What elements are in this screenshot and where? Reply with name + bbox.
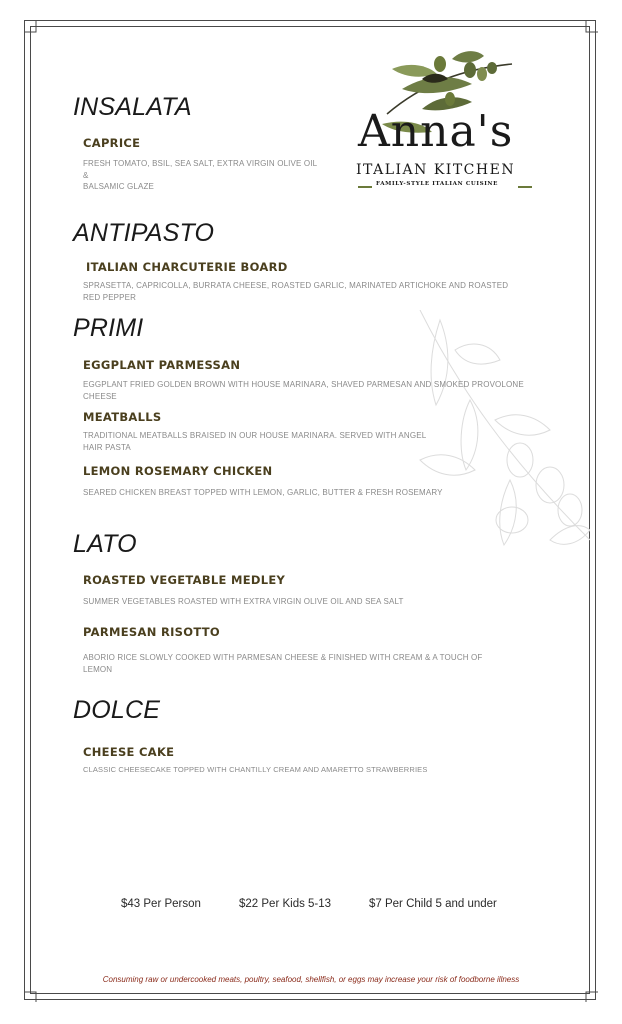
item-desc-meatballs bbox=[83, 430, 483, 453]
section-title-lato: LATO bbox=[73, 530, 137, 558]
item-name-vegetable-medley: ROASTED VEGETABLE MEDLEY bbox=[83, 573, 286, 587]
item-desc-caprice bbox=[83, 158, 323, 193]
price-child: $7 Per Child 5 and under bbox=[369, 898, 497, 910]
item-desc-risotto bbox=[83, 652, 533, 675]
item-desc-lemon-chicken bbox=[83, 487, 503, 499]
item-desc-cheese-cake bbox=[83, 764, 503, 776]
restaurant-name: Anna's bbox=[358, 106, 514, 157]
desc-line: HAIR PASTA bbox=[83, 442, 131, 452]
item-name-lemon-chicken: LEMON ROSEMARY CHICKEN bbox=[83, 464, 273, 478]
item-name-cheese-cake: CHEESE CAKE bbox=[83, 745, 175, 759]
item-desc-vegetable-medley bbox=[83, 596, 483, 608]
desc-line: CHEESE bbox=[83, 391, 117, 401]
item-name-caprice: CAPRICE bbox=[83, 136, 141, 150]
item-name-risotto: PARMESAN RISOTTO bbox=[83, 625, 220, 639]
desc-line: ABORIO RICE SLOWLY COOKED WITH PARMESAN CHEESE & FINISHED WITH CREAM & A TOUCH OF bbox=[83, 653, 483, 662]
tagline-rule-right bbox=[518, 186, 532, 188]
desc-line: SUMMER VEGETABLES ROASTED WITH EXTRA VIRGIN OLIVE OIL AND SEA SALT bbox=[83, 597, 404, 606]
section-title-primi: PRIMI bbox=[73, 314, 144, 342]
food-safety-disclaimer: Consuming raw or undercooked meats, poultry, seafood, shellfish, or eggs may increase your risk of foodborne illness bbox=[102, 975, 520, 984]
price-kids: $22 Per Kids 5-13 bbox=[239, 898, 332, 910]
item-name-eggplant: EGGPLANT PARMESSAN bbox=[83, 358, 241, 372]
desc-line: SPRASETTA, CAPRICOLLA, BURRATA CHEESE, ROASTED GARLIC, MARINATED ARTICHOKE AND ROASTED bbox=[83, 281, 509, 290]
desc-line: SEARED CHICKEN BREAST TOPPED WITH LEMON, GARLIC, BUTTER & FRESH ROSEMARY bbox=[83, 488, 443, 497]
section-title-insalata: INSALATA bbox=[73, 93, 192, 121]
desc-line: TRADITIONAL MEATBALLS BRAISED IN OUR HOUSE MARINARA. SERVED WITH ANGEL bbox=[83, 431, 427, 440]
item-desc-eggplant bbox=[83, 379, 563, 402]
desc-line: RED PEPPER bbox=[83, 292, 137, 302]
tagline-rule-left bbox=[358, 186, 372, 188]
item-name-meatballs: MEATBALLS bbox=[83, 410, 162, 424]
restaurant-subtitle: ITALIAN KITCHEN bbox=[356, 162, 516, 178]
desc-line: EGGPLANT FRIED GOLDEN BROWN WITH HOUSE MARINARA, SHAVED PARMESAN AND SMOKED PROVOLONE bbox=[83, 380, 524, 389]
item-name-charcuterie: ITALIAN CHARCUTERIE BOARD bbox=[86, 260, 288, 274]
section-title-antipasto: ANTIPASTO bbox=[73, 219, 215, 247]
section-title-dolce: DOLCE bbox=[73, 696, 161, 724]
desc-line: LEMON bbox=[83, 664, 113, 674]
desc-line: FRESH TOMATO, BSIL, SEA SALT, EXTRA VIRGIN OLIVE OIL & bbox=[83, 159, 317, 180]
item-desc-charcuterie bbox=[83, 280, 543, 303]
restaurant-tagline: FAMILY-STYLE ITALIAN CUISINE bbox=[376, 181, 499, 187]
price-per-person: $43 Per Person bbox=[121, 898, 201, 910]
desc-line: BALSAMIC GLAZE bbox=[83, 182, 155, 191]
desc-line: CLASSIC CHEESECAKE TOPPED WITH CHANTILLY CREAM AND AMARETTO STRAWBERRIES bbox=[83, 765, 428, 774]
restaurant-logo bbox=[332, 44, 554, 196]
